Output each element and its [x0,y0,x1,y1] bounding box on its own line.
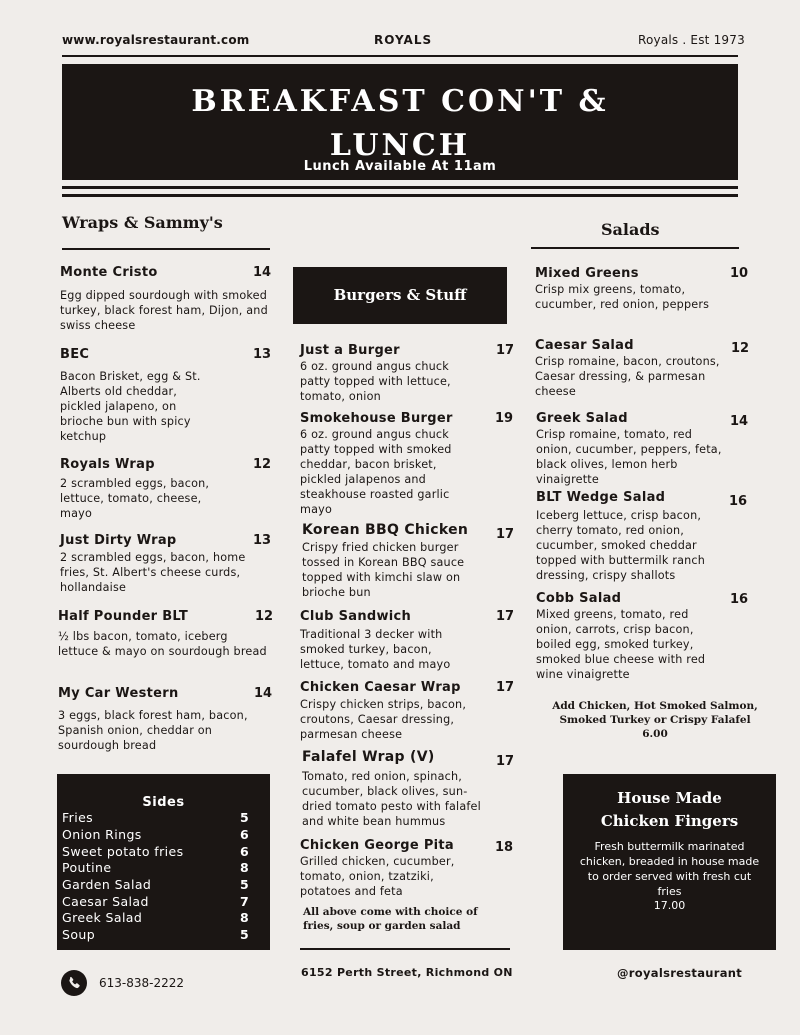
item-name: BEC [60,347,90,362]
item-name: Club Sandwich [300,609,412,624]
side-price: 5 [240,927,250,942]
item-price: 14 [254,686,273,701]
item-description: Crispy fried chicken burger tossed in Korean BBQ sauce topped with kimchi slaw on brioche bun [302,541,465,599]
menu-item [300,609,515,672]
salads-section-title: Salads [601,220,660,239]
side-name: Onion Rings [62,827,142,842]
item-name: Half Pounder BLT [58,609,189,624]
item-price: 13 [253,347,272,362]
header-divider [62,55,738,57]
banner-divider-2 [62,194,738,197]
brand-name: ROYALS [374,33,433,47]
item-description: ½ lbs bacon, tomato, iceberg lettuce & mayo on sourdough bread [58,630,267,658]
item-price: 14 [730,414,749,429]
item-price: 12 [253,457,272,472]
item-description: Iceberg lettuce, crisp bacon, cherry tomato, red onion, cucumber, smoked cheddar topped with buttermilk ranch dressing, crispy shallots [536,509,706,582]
menu-item [60,347,272,444]
item-description: 2 scrambled eggs, bacon, lettuce, tomato, cheese, mayo [60,477,210,520]
menu-item [300,411,515,517]
menu-item [300,680,515,742]
item-description: Grilled chicken, cucumber, tomato, onion, tzatziki, potatoes and feta [300,855,455,898]
menu-item [300,343,515,404]
addon-text: Add Chicken, Hot Smoked Salmon, Smoked Turkey or Crispy Falafel [552,700,758,726]
menu-item [536,490,751,583]
item-description: 6 oz. ground angus chuck patty topped with smoked cheddar, bacon brisket, pickled jalapenos and steakhouse roasted garlic mayo [300,428,452,516]
sides-panel [57,774,270,950]
side-item [62,860,252,875]
menu-item [60,265,272,333]
item-description: Tomato, red onion, spinach, cucumber, black olives, sun-dried tomato pesto with falafel and white bean hummus [302,770,481,828]
side-price: 5 [240,877,250,892]
wraps-divider [62,248,270,250]
chicken-fingers-title: House Made Chicken Fingers [600,789,739,830]
item-price: 19 [495,411,514,426]
sides-choice-note: All above come with choice of fries, soup or garden salad [303,906,478,932]
item-price: 17 [496,754,515,769]
menu-item [536,411,751,487]
chicken-fingers-price: 17.00 [653,899,686,912]
side-item [62,877,252,892]
item-price: 17 [496,527,515,542]
item-name: Mixed Greens [535,266,639,281]
website-link[interactable]: www.royalsrestaurant.com [62,33,250,47]
menu-item [60,533,272,595]
item-name: Chicken Caesar Wrap [300,680,461,695]
side-price: 8 [240,910,250,925]
side-item [62,910,252,925]
established-text: Royals . Est 1973 [638,33,745,47]
item-price: 12 [255,609,274,624]
salads-divider [531,247,739,249]
side-item [62,844,252,859]
menu-item [535,266,750,312]
burgers-bottom-divider [300,948,510,950]
menu-item [300,838,515,899]
side-price: 6 [240,844,250,859]
wraps-section-title: Wraps & Sammy's [62,213,223,232]
item-name: Chicken George Pita [300,838,455,853]
item-price: 18 [495,840,514,855]
address-text: 6152 Perth Street, Richmond ON [301,966,513,979]
item-name: BLT Wedge Salad [536,490,666,505]
page-banner [62,64,738,180]
menu-item [535,338,750,399]
item-description: Egg dipped sourdough with smoked turkey, black forest ham, Dijon, and swiss cheese [60,289,268,332]
menu-item [302,749,517,829]
item-description: 3 eggs, black forest ham, bacon, Spanish onion, cheddar on sourdough bread [58,709,248,752]
side-name: Fries [62,810,94,825]
item-name: Falafel Wrap (V) [302,749,435,765]
addon-price: 6.00 [642,728,668,740]
item-name: Royals Wrap [60,457,155,472]
item-description: 2 scrambled eggs, bacon, home fries, St. Albert's cheese curds, hollandaise [60,551,246,594]
item-name: Korean BBQ Chicken [302,522,469,538]
item-description: Crisp mix greens, tomato, cucumber, red onion, peppers [535,283,710,311]
item-name: Greek Salad [536,411,628,426]
item-name: My Car Western [58,686,179,701]
item-name: Monte Cristo [60,265,158,280]
side-item [62,894,252,909]
chicken-fingers-description: Fresh buttermilk marinated chicken, breaded in house made to order served with fresh cut fries [579,840,760,898]
social-handle[interactable]: @royalsrestaurant [617,966,743,980]
item-description: Crisp romaine, bacon, croutons, Caesar dressing, & parmesan cheese [535,355,720,398]
side-name: Soup [62,927,96,942]
menu-item [58,609,274,659]
side-price: 6 [240,827,250,842]
item-price: 12 [731,341,750,356]
item-price: 10 [730,266,749,281]
side-item [62,810,252,825]
sides-title: Sides [142,795,185,810]
menu-item [536,591,751,682]
item-name: Just Dirty Wrap [60,533,177,548]
menu-item [58,686,273,753]
item-description: Traditional 3 decker with smoked turkey, bacon, lettuce, tomato and mayo [300,628,451,671]
item-description: 6 oz. ground angus chuck patty topped with lettuce, tomato, onion [300,360,451,403]
burgers-section-title: Burgers & Stuff [293,267,507,324]
item-name: Just a Burger [300,343,400,358]
side-name: Garden Salad [62,877,152,892]
item-price: 17 [496,680,515,695]
item-price: 17 [496,609,515,624]
item-name: Cobb Salad [536,591,622,606]
item-price: 14 [253,265,272,280]
side-name: Sweet potato fries [62,844,184,859]
page-title: BREAKFAST CON'T & LUNCH [191,84,609,163]
item-name: Caesar Salad [535,338,634,353]
item-description: Mixed greens, tomato, red onion, carrots, crisp bacon, boiled egg, smoked turkey, smoked blue cheese with red wine vinaigrette [536,608,706,681]
item-name: Smokehouse Burger [300,411,453,426]
menu-item [302,522,517,600]
side-name: Greek Salad [62,910,143,925]
side-name: Poutine [62,860,112,875]
item-price: 17 [496,343,515,358]
item-description: Crisp romaine, tomato, red onion, cucumber, peppers, feta, black olives, lemon herb vinaigrette [536,428,722,486]
side-item [62,827,252,842]
page-subtitle: Lunch Available At 11am [303,159,497,174]
chicken-fingers-panel [563,774,776,950]
phone-number[interactable]: 613-838-2222 [99,976,185,990]
item-price: 16 [729,494,748,509]
side-price: 8 [240,860,250,875]
item-description: Bacon Brisket, egg & St. Alberts old cheddar, pickled jalapeno, on brioche bun with spicy ketchup [60,370,201,443]
item-price: 13 [253,533,272,548]
banner-divider-1 [62,186,738,189]
menu-item [60,457,272,521]
phone-icon [61,970,87,996]
side-item [62,927,252,942]
side-price: 5 [240,810,250,825]
side-price: 7 [240,894,250,909]
item-price: 16 [730,592,749,607]
side-name: Caesar Salad [62,894,149,909]
salad-addon-note [535,699,775,741]
item-description: Crispy chicken strips, bacon, croutons, Caesar dressing, parmesan cheese [300,698,467,741]
